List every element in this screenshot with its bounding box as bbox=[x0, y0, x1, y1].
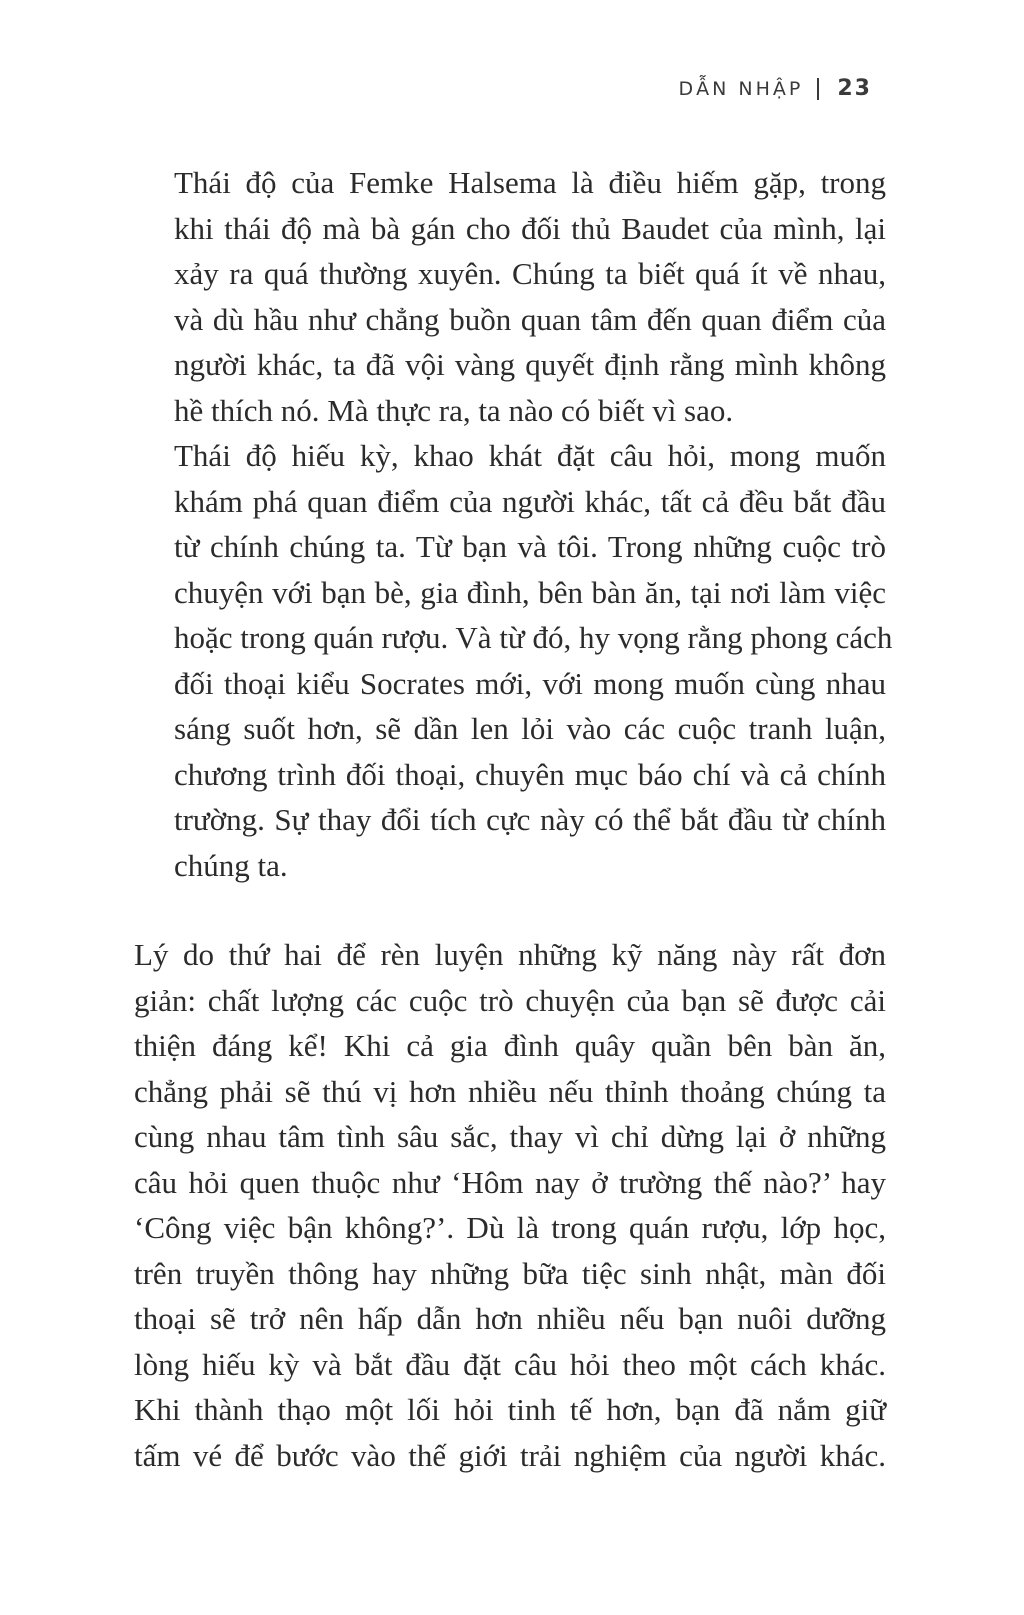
text-line: lòng hiếu kỳ và bắt đầu đặt câu hỏi theo một cách khác. bbox=[134, 1346, 886, 1382]
text-line: hề thích nó. Mà thực ra, ta nào có biết vì sao. bbox=[174, 392, 734, 428]
section-title: DẪN NHẬP bbox=[678, 77, 804, 100]
text-line: Thái độ hiếu kỳ, khao khát đặt câu hỏi, mong muốn bbox=[174, 438, 886, 473]
text-line: cùng nhau tâm tình sâu sắc, thay vì chỉ dừng lại ở những bbox=[134, 1119, 886, 1154]
text-line: trường. Sự thay đổi tích cực này có thể bắt đầu từ chính bbox=[174, 802, 886, 837]
text-line: chúng ta. bbox=[174, 847, 288, 883]
text-line: thoại sẽ trở nên hấp dẫn hơn nhiều nếu bạn nuôi dưỡng bbox=[134, 1301, 886, 1336]
running-header bbox=[679, 76, 872, 101]
text-line: Khi thành thạo một lối hỏi tinh tế hơn, bạn đã nắm giữ bbox=[134, 1392, 886, 1427]
text-line: chương trình đối thoại, chuyên mục báo chí và cả chính bbox=[174, 756, 886, 792]
header-divider bbox=[817, 78, 819, 100]
text-line: tấm vé để bước vào thế giới trải nghiệm của người khác. bbox=[134, 1437, 886, 1473]
text-line: thiện đáng kể! Khi cả gia đình quây quần bên bàn ăn, bbox=[134, 1028, 886, 1063]
text-line: giản: chất lượng các cuộc trò chuyện của bạn sẽ được cải bbox=[134, 982, 886, 1018]
text-line: khi thái độ mà bà gán cho đối thủ Baudet của mình, lại bbox=[174, 210, 886, 246]
text-line: từ chính chúng ta. Từ bạn và tôi. Trong những cuộc trò bbox=[174, 529, 886, 564]
text-line: xảy ra quá thường xuyên. Chúng ta biết quá ít về nhau, bbox=[174, 256, 886, 291]
paragraph-1 bbox=[134, 160, 886, 433]
paragraph-2 bbox=[134, 433, 893, 888]
text-line: Thái độ của Femke Halsema là điều hiếm gặp, trong bbox=[174, 165, 886, 200]
text-line: chuyện với bạn bè, gia đình, bên bàn ăn, tại nơi làm việc bbox=[174, 574, 886, 610]
text-line: hoặc trong quán rượu. Và từ đó, hy vọng rằng phong cách bbox=[174, 620, 893, 655]
text-line: khám phá quan điểm của người khác, tất cả đều bắt đầu bbox=[174, 483, 886, 519]
text-line: đối thoại kiểu Socrates mới, với mong muốn cùng nhau bbox=[174, 665, 886, 701]
text-line: chẳng phải sẽ thú vị hơn nhiều nếu thỉnh thoảng chúng ta bbox=[134, 1073, 886, 1109]
text-line: câu hỏi quen thuộc như ‘Hôm nay ở trường thế nào?’ hay bbox=[134, 1164, 886, 1200]
text-line: sáng suốt hơn, sẽ dần len lỏi vào các cuộc tranh luận, bbox=[174, 711, 886, 746]
text-line: người khác, ta đã vội vàng quyết định rằng mình không bbox=[174, 347, 886, 382]
text-line: ‘Công việc bận không?’. Dù là trong quán rượu, lớp học, bbox=[134, 1210, 886, 1245]
paragraph-3 bbox=[134, 932, 886, 1478]
page-number: 23 bbox=[837, 76, 872, 101]
text-line: trên truyền thông hay những bữa tiệc sinh nhật, màn đối bbox=[134, 1255, 886, 1291]
text-line: và dù hầu như chẳng buồn quan tâm đến quan điểm của bbox=[174, 301, 886, 337]
body-text bbox=[134, 160, 893, 1478]
text-line: Lý do thứ hai để rèn luyện những kỹ năng này rất đơn bbox=[134, 937, 886, 972]
